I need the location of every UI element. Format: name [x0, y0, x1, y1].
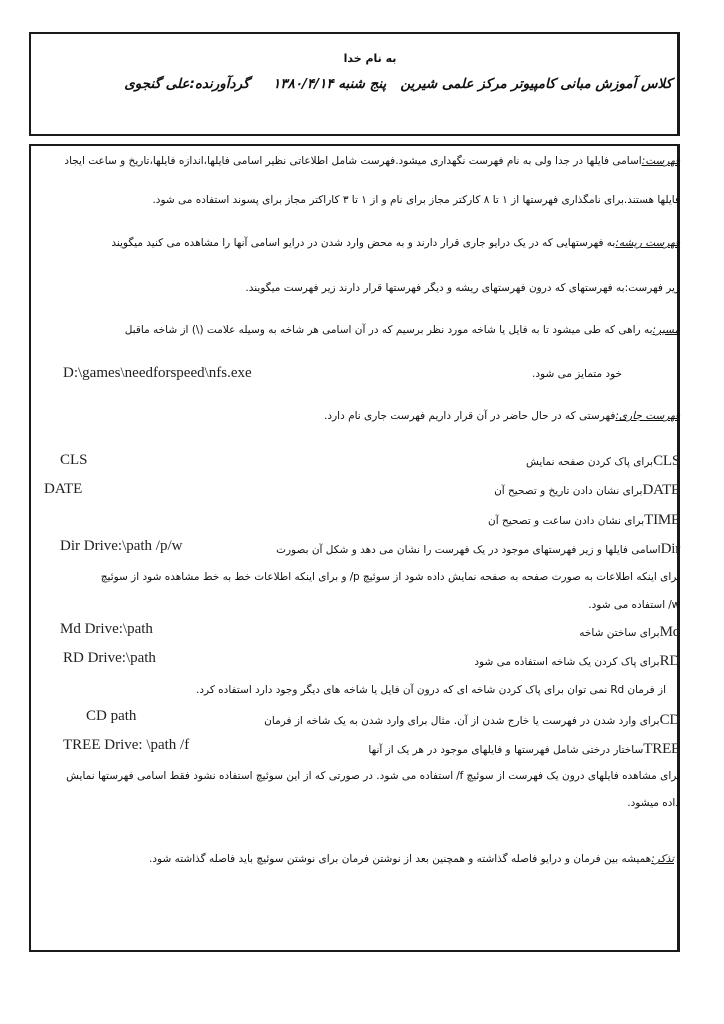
dir-switch-note-line2: w/ استفاده می شود. — [588, 599, 680, 611]
command-name-tree: TREE — [643, 741, 680, 757]
command-desc-text-time: برای نشان دادن ساعت و تصحیح آن — [488, 515, 645, 527]
directory-definition-line1 — [40, 155, 680, 167]
command-desc-text-cls: برای پاک کردن صفحه نمایش — [526, 456, 654, 468]
command-desc-time — [280, 512, 680, 529]
command-desc-cls — [280, 453, 680, 470]
path-definition-text: به راهی که طی میشود تا به فایل یا شاخه مورد نظر برسیم که در آن اسامی هر شاخه به وسیله علامت (\) از شاخه ماقبل — [124, 324, 653, 336]
compiler-name: گردآورنده:علی گنجوی — [124, 76, 250, 92]
root-directory-text: به فهرستهایی که در یک درایو جاری قرار دارند و به محض وارد شدن در درایو اسامی آنها را مشاهده می کنید میگویند — [111, 237, 616, 249]
command-desc-tree — [300, 741, 680, 758]
path-definition-line2: خود متمایز می شود. — [532, 368, 622, 380]
term-note: تذکر: — [651, 853, 674, 865]
root-directory-line — [40, 237, 680, 249]
rd-note: از فرمان Rd نمی توان برای پاک کردن شاخه ای که درون آن فایل یا شاخه های دیگر وجود دارد استفاده کرد. — [196, 684, 666, 696]
dir-switch-note-line1: برای اینکه اطلاعات به صورت صفحه به صفحه نمایش داده شود از سوئیچ p/ و برای اینکه اطلاعات خط به خط مشاهده شود از سوئیچ — [100, 571, 680, 583]
current-directory-text: فهرستی که در حال حاضر در آن قرار داریم فهرست جاری نام دارد. — [324, 410, 616, 422]
path-definition-line1 — [40, 324, 680, 336]
directory-definition-line2: فایلها هستند.برای نامگذاری فهرستها از ۱ تا ۸ کارکتر مجاز برای نام و از ۱ تا ۳ کاراکتر مجاز برای پسوند استفاده می شود. — [152, 194, 680, 206]
command-name-time: TIME — [644, 512, 680, 528]
subdirectory-line: زیر فهرست:به فهرستهای که درون فهرستهای ریشه و دیگر فهرستها قرار دارند زیر فهرست میگویند. — [245, 282, 680, 294]
command-name-dir: Dir — [660, 541, 680, 557]
lecture-date: پنج شنبه ۱۳۸۰/۴/۱۴ — [272, 76, 387, 92]
directory-definition-text: اسامی فایلها در جدا ولی به نام فهرست نگهداری میشود.فهرست شامل اطلاعاتی نظیر اسامی فایلها،اندازه فایلها،تاریخ و ساعت ایجاد — [64, 155, 642, 167]
tree-note-line1: برای مشاهده فایلهای درون یک فهرست از سوئیچ f/ استفاده می شود. در صورتی که از این سوئیچ استفاده نشود فقط اسامی فهرستها نمایش — [66, 770, 680, 782]
command-desc-text-tree: ساختار درختی شامل فهرستها و فایلهای موجود در هر یک از آنها — [368, 744, 644, 756]
command-desc-text-md: برای ساختن شاخه — [579, 627, 660, 639]
command-desc-text-rd: برای پاک کردن یک شاخه استفاده می شود — [474, 656, 660, 668]
command-syntax-tree: TREE Drive: \path /f — [63, 737, 190, 753]
command-desc-text-date: برای نشان دادن تاریخ و تصحیح آن — [494, 485, 643, 497]
command-name-rd: RD — [659, 653, 680, 669]
path-example: D:\games\needforspeed\nfs.exe — [63, 365, 252, 381]
command-desc-date — [280, 482, 680, 499]
command-syntax-md: Md Drive:\path — [60, 621, 153, 637]
command-syntax-cls: CLS — [60, 452, 88, 468]
term-directory: فهرست: — [641, 155, 680, 167]
command-desc-dir — [250, 541, 680, 558]
tree-note-line2: داده میشود. — [627, 797, 680, 809]
basmala: به نام خدا — [343, 52, 397, 65]
command-syntax-date: DATE — [44, 481, 83, 497]
command-desc-text-dir: اسامی فایلها و زیر فهرستهای موجود در یک فهرست را نشان می دهد و شکل آن بصورت — [276, 544, 661, 556]
command-syntax-rd: RD Drive:\path — [63, 650, 156, 666]
final-note — [74, 853, 674, 865]
final-note-text: همیشه بین فرمان و درایو فاصله گذاشته و همچنین بعد از نوشتن فرمان برای نوشتن سوئیچ باید فاصله گذاشته شود. — [149, 853, 652, 865]
term-root-directory: فهرست ریشه: — [615, 237, 680, 249]
term-current-directory: فهرست جاری: — [615, 410, 680, 422]
command-desc-rd — [280, 653, 680, 670]
command-desc-md — [280, 624, 680, 641]
command-syntax-cd: CD path — [86, 708, 137, 724]
command-name-date: DATE — [642, 482, 680, 498]
command-name-md: Md — [659, 624, 680, 640]
command-desc-cd — [180, 712, 680, 729]
term-path: مسیر: — [652, 324, 680, 336]
class-title-line — [52, 76, 672, 92]
command-name-cd: CD — [659, 712, 680, 728]
command-desc-text-cd: برای وارد شدن در فهرست یا خارج شدن از آن. مثال برای وارد شدن به یک شاخه از فرمان — [264, 715, 660, 727]
class-title: کلاس آموزش مبانی کامپیوتر مرکز علمی شیرین — [400, 76, 672, 92]
current-directory-line — [40, 410, 680, 422]
command-name-cls: CLS — [653, 453, 680, 469]
command-syntax-dir: Dir Drive:\path /p/w — [60, 538, 183, 554]
